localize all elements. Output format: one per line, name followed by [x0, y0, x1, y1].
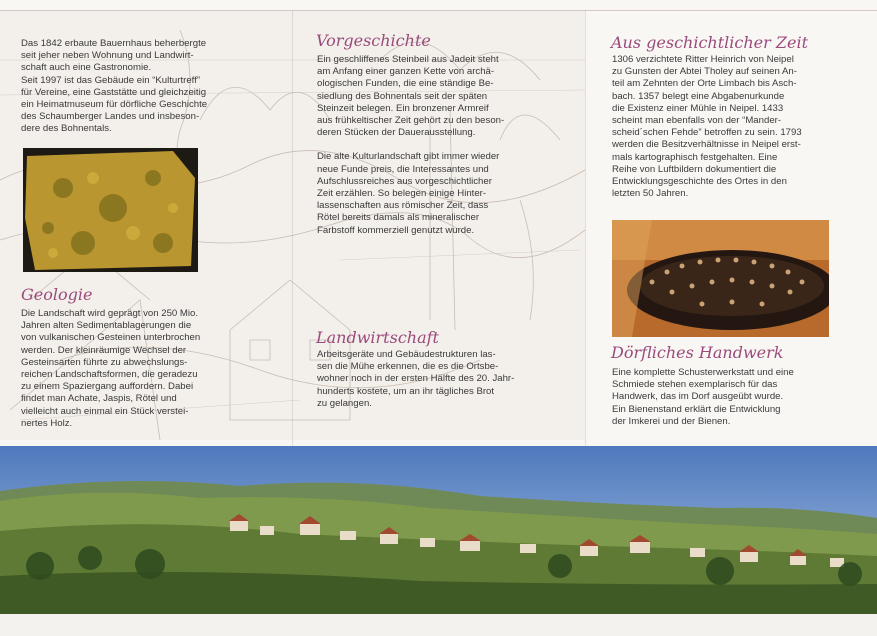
geologie-heading: Geologie [21, 285, 93, 304]
intro-paragraph [21, 38, 281, 136]
village-panorama-photo [0, 446, 877, 614]
intro-text: Das 1842 erbaute Bauernhaus beherbergte seit jeher neben Wohnung und Landwirt- schaft auch eine Gastronomie. Seit 1997 ist das Gebäude ein “Kulturtreff” für Vereine, eine Gaststätte und gleichzeitig ein Heimatmuseum für dörfliche Geschichte des Schaumberger Landes und insbeson- dere des Bohnentals. [21, 38, 208, 135]
top-border [0, 10, 877, 11]
landwirtschaft-text: Arbeitsgeräte und Gebäudestrukturen las- sen die Mühe erkennen, die es die Ortsbe- wohner noch in der ersten Hälfte des 20. Jahr- hunderts kostete, um an ihr tägliches Brot zu gelangen. [317, 349, 515, 409]
vorgeschichte-paragraph [317, 54, 579, 237]
handwerk-heading: Dörfliches Handwerk [611, 343, 784, 362]
geologie-paragraph [21, 308, 281, 430]
handwerk-paragraph [612, 367, 872, 428]
vorgeschichte-text-1: Ein geschliffenes Steinbeil aus Jadeit steht am Anfang einer ganzen Kette von archä- ologischen Funden, die eine ständige Be- siedlung des Bohnentals seit der späten Steinzeit belegen. Ein bronzener Armreif aus frühkeltischer Zeit gehört zu den beson- deren Stücken der Dauerausstellung. [317, 54, 505, 139]
bottom-margin [0, 614, 877, 636]
geologie-text: Die Landschaft wird geprägt von 250 Mio. Jahren alten Sedimentablagerungen die von vulkanischen Gesteinen unterbrochen werden. Der kleinräumige Wechsel der Gesteinsarten führte zu abwechslungs- reichen Landschaftsformen, die geradezu zu einem Spaziergang auffordern. Dabei findet man Achate, Jaspis, Rötel und vielleicht auch einmal ein Stück verstei- nertes Holz. [21, 308, 201, 429]
geschichte-heading: Aus geschichtlicher Zeit [611, 33, 808, 52]
handwerk-text: Eine komplette Schusterwerkstatt und eine Schmiede stehen exemplarisch für das Handwerk, das im Dorf ausgeübt wurde. Ein Bienenstand erklärt die Entwicklung der Imkerei und der Bienen. [612, 367, 794, 427]
landwirtschaft-heading: Landwirtschaft [316, 328, 439, 347]
vorgeschichte-text-2: Die alte Kulturlandschaft gibt immer wieder neue Funde preis, die Interessantes und Aufschlussreiches aus vorgeschichtlicher Zeit erzählen. So belegen einige Hinter- lassenschaften aus römischer Zeit, dass Rötel bereits damals als mineralischer Farbstoff kommerziell genutzt wurde. [317, 151, 500, 236]
stone-photo [23, 148, 198, 272]
shoe-photo [612, 220, 829, 337]
vorgeschichte-heading: Vorgeschichte [316, 31, 431, 50]
geschichte-paragraph [612, 54, 872, 200]
landwirtschaft-paragraph [317, 349, 579, 410]
geschichte-text: 1306 verzichtete Ritter Heinrich von Neipel zu Gunsten der Abtei Tholey auf seinen An- teil am Zehnten der Orte Limbach bis Asch- bach. 1357 belegt eine Abgabenurkunde die Existenz einer Mühle in Neipel. 1433 scheint man ebenfalls von der “Mander- scheid´schen Fehde” betroffen zu sein. 1793 werden die Besitzverhältnisse in Neipel erst- mals kartographisch festgehalten. Eine Reihe von Luftbildern dokumentiert die Entwicklungsgeschichte des Ortes in den letzten 50 Jahren. [612, 54, 802, 200]
